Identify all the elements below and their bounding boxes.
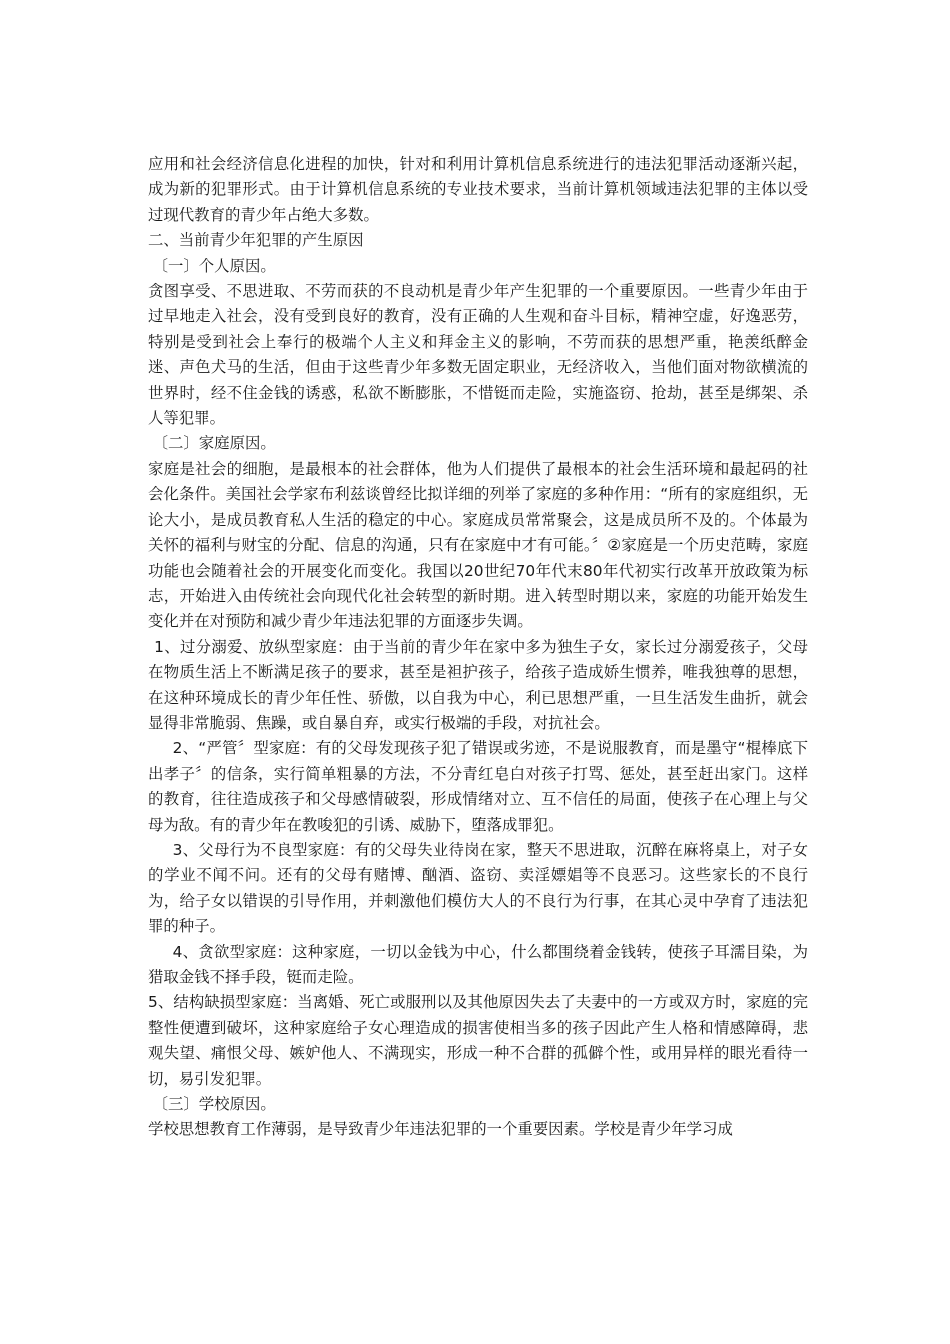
paragraph-computer-crime: 应用和社会经济信息化进程的加快，针对和利用计算机信息系统进行的违法犯罪活动逐渐兴起，成为新的犯罪形式。由于计算机信息系统的专业技术要求，当前计算机领域违法犯罪的主体以受过现代教育的青少年占绝大多数。	[148, 155, 808, 224]
subheading-personal-causes: 〔一〕个人原因。	[152, 256, 276, 275]
paragraph-family-causes: 家庭是社会的细胞，是最根本的社会群体，他为人们提供了最根本的社会生活环境和最起码的社会化条件。美国社会学家布利兹谈曾经比拟详细的列举了家庭的多种作用：“所有的家庭组织，无论大小，是成员教育私人生活的稳定的中心。家庭成员常常聚会，这是成员所不及的。个体最为关怀的福利与财宝的分配、信息的沟通，只有在家庭中才有可能。〞②家庭是一个历史范畴，家庭功能也会随着社会的开展变化而变化。我国以20世纪70年代末80年代初实行改革开放政策为标志，开始进入由传统社会向现代化社会转型的新时期。进入转型时期以来，家庭的功能开始发生变化并在对预防和减少青少年违法犯罪的方面逐步失调。	[148, 459, 808, 631]
list-item-spoiling-family: 1、过分溺爱、放纵型家庭：由于当前的青少年在家中多为独生子女，家长过分溺爱孩子，父母在物质生活上不断满足孩子的要求，甚至是袒护孩子，给孩子造成娇生惯养，唯我独尊的思想，在这种环境成长的青少年任性、骄傲，以自我为中心，利已思想严重，一旦生活发生曲折，就会显得非常脆弱、焦躁，或自暴自弃，或实行极端的手段，对抗社会。	[148, 637, 808, 732]
subheading-family-causes: 〔二〕家庭原因。	[152, 434, 276, 453]
paragraph-school-causes: 学校思想教育工作薄弱，是导致青少年违法犯罪的一个重要因素。学校是青少年学习成	[148, 1120, 733, 1139]
list-item-greedy-family: 4、贪欲型家庭：这种家庭，一切以金钱为中心，什么都围绕着金钱转，使孩子耳濡目染，为猎取金钱不择手段，铤而走险。	[148, 942, 808, 986]
document-body	[148, 152, 808, 1143]
section-heading-causes: 二、当前青少年犯罪的产生原因	[148, 231, 364, 250]
list-item-bad-behavior-family: 3、父母行为不良型家庭：有的父母失业待岗在家，整天不思进取，沉醉在麻将桌上，对子女的学业不闻不问。还有的父母有赌博、酗酒、盗窃、卖淫嫖娼等不良恶习。这些家长的不良行为，给子女以错误的引导作用，并刺激他们模仿大人的不良行为行事，在其心灵中孕育了违法犯罪的种子。	[148, 840, 808, 936]
paragraph-personal-causes: 贪图享受、不思进取、不劳而获的不良动机是青少年产生犯罪的一个重要原因。一些青少年由于过早地走入社会，没有受到良好的教育，没有正确的人生观和奋斗目标，精神空虚，好逸恶劳，特别是受到社会上奉行的极端个人主义和拜金主义的影响，不劳而获的思想严重，艳羡纸醉金迷、声色犬马的生活，但由于这些青少年多数无固定职业，无经济收入，当他们面对物欲横流的世界时，经不住金钱的诱惑，私欲不断膨胀，不惜铤而走险，实施盗窃、抢劫，甚至是绑架、杀人等犯罪。	[148, 282, 808, 428]
list-item-broken-family: 5、结构缺损型家庭：当离婚、死亡或服刑以及其他原因失去了夫妻中的一方或双方时，家庭的完整性便遭到破坏，这种家庭给子女心理造成的损害使相当多的孩子因此产生人格和情感障碍，悲观失望、痛恨父母、嫉妒他人、不满现实，形成一种不合群的孤僻个性，或用异样的眼光看待一切，易引发犯罪。	[148, 993, 808, 1088]
list-item-strict-family: 2、“严管〞型家庭：有的父母发现孩子犯了错误或劣迹，不是说服教育，而是墨守“棍棒底下出孝子〞的信条，实行简单粗暴的方法，不分青红皂白对孩子打骂、惩处，甚至赶出家门。这样的教育，往往造成孩子和父母感情破裂，形成情绪对立、互不信任的局面，使孩子在心理上与父母为敌。有的青少年在教唆犯的引诱、威胁下，堕落成罪犯。	[148, 739, 808, 834]
subheading-school-causes: 〔三〕学校原因。	[152, 1095, 276, 1114]
